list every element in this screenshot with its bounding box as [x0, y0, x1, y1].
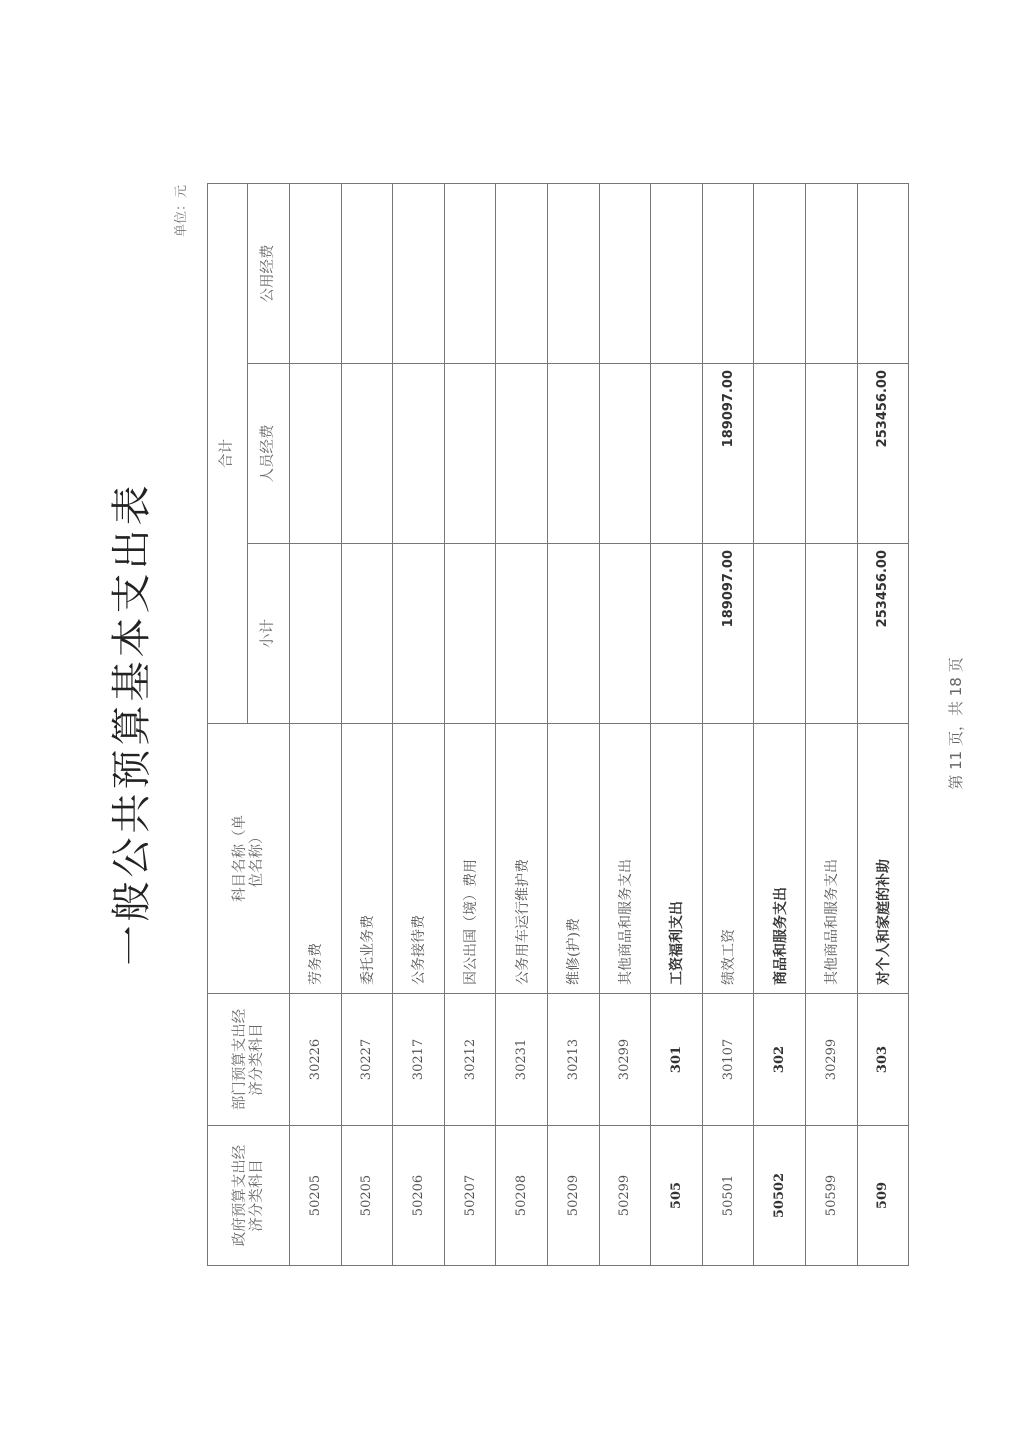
cell-personnel: 253456.00 [857, 364, 909, 544]
cell-subtotal [651, 544, 703, 724]
cell-public [444, 184, 496, 364]
cell-personnel [805, 364, 857, 544]
cell-gov-code: 50502 [754, 1126, 806, 1266]
cell-public [702, 184, 754, 364]
cell-name: 维修(护)费 [547, 724, 599, 994]
cell-subtotal [754, 544, 806, 724]
cell-dept-code: 30226 [290, 994, 342, 1126]
cell-gov-code: 50208 [496, 1126, 548, 1266]
cell-name: 其他商品和服务支出 [599, 724, 651, 994]
table-row [754, 184, 806, 1266]
cell-gov-code: 50501 [702, 1126, 754, 1266]
cell-dept-code: 303 [857, 994, 909, 1126]
cell-personnel [547, 364, 599, 544]
table-row [393, 184, 445, 1266]
header-subtotal: 小计 [248, 544, 290, 724]
cell-dept-code: 30299 [599, 994, 651, 1126]
cell-public [857, 184, 909, 364]
cell-dept-code: 30231 [496, 994, 548, 1126]
cell-gov-code: 50207 [444, 1126, 496, 1266]
cell-gov-code: 505 [651, 1126, 703, 1266]
cell-personnel [290, 364, 342, 544]
cell-dept-code: 30217 [393, 994, 445, 1126]
table-row [444, 184, 496, 1266]
cell-public [547, 184, 599, 364]
table-row [651, 184, 703, 1266]
header-total: 合计 [208, 184, 248, 724]
cell-subtotal: 253456.00 [857, 544, 909, 724]
cell-public [496, 184, 548, 364]
cell-name: 劳务费 [290, 724, 342, 994]
cell-personnel [341, 364, 393, 544]
cell-subtotal [444, 544, 496, 724]
cell-name: 公务用车运行维护费 [496, 724, 548, 994]
cell-gov-code: 50299 [599, 1126, 651, 1266]
cell-gov-code: 50599 [805, 1126, 857, 1266]
cell-dept-code: 30299 [805, 994, 857, 1126]
cell-subtotal [496, 544, 548, 724]
cell-public [651, 184, 703, 364]
cell-public [599, 184, 651, 364]
cell-name: 商品和服务支出 [754, 724, 806, 994]
table-row [857, 184, 909, 1266]
header-dept-code: 部门预算支出经济分类科目 [208, 994, 290, 1126]
cell-subtotal: 189097.00 [702, 544, 754, 724]
cell-name: 委托业务费 [341, 724, 393, 994]
cell-subtotal [599, 544, 651, 724]
table-row [702, 184, 754, 1266]
header-name: 科目名称（单位名称） [208, 724, 290, 994]
table-row [599, 184, 651, 1266]
budget-table [207, 183, 909, 1266]
header-public: 公用经费 [248, 184, 290, 364]
cell-personnel [651, 364, 703, 544]
cell-personnel [754, 364, 806, 544]
table-row [547, 184, 599, 1266]
cell-subtotal [393, 544, 445, 724]
cell-gov-code: 50205 [290, 1126, 342, 1266]
header-personnel: 人员经费 [248, 364, 290, 544]
cell-personnel [496, 364, 548, 544]
table-row [341, 184, 393, 1266]
cell-personnel [444, 364, 496, 544]
cell-dept-code: 302 [754, 994, 806, 1126]
page-footer: 第 11 页，共 18 页 [947, 657, 965, 790]
cell-public [341, 184, 393, 364]
cell-public [805, 184, 857, 364]
cell-gov-code: 509 [857, 1126, 909, 1266]
cell-gov-code: 50209 [547, 1126, 599, 1266]
cell-gov-code: 50206 [393, 1126, 445, 1266]
cell-dept-code: 30107 [702, 994, 754, 1126]
cell-subtotal [341, 544, 393, 724]
cell-subtotal [290, 544, 342, 724]
cell-subtotal [805, 544, 857, 724]
cell-personnel: 189097.00 [702, 364, 754, 544]
cell-name: 对个人和家庭的补助 [857, 724, 909, 994]
table-row [805, 184, 857, 1266]
cell-name: 其他商品和服务支出 [805, 724, 857, 994]
cell-personnel [393, 364, 445, 544]
cell-public [754, 184, 806, 364]
cell-name: 工资福利支出 [651, 724, 703, 994]
cell-name: 绩效工资 [702, 724, 754, 994]
table-row [496, 184, 548, 1266]
cell-gov-code: 50205 [341, 1126, 393, 1266]
page-title: 一般公共预算基本支出表 [109, 481, 155, 966]
cell-public [393, 184, 445, 364]
cell-dept-code: 30212 [444, 994, 496, 1126]
table-row [290, 184, 342, 1266]
cell-personnel [599, 364, 651, 544]
cell-name: 因公出国（境）费用 [444, 724, 496, 994]
cell-name: 公务接待费 [393, 724, 445, 994]
unit-label: 单位：元 [174, 184, 189, 237]
cell-public [290, 184, 342, 364]
cell-dept-code: 301 [651, 994, 703, 1126]
cell-dept-code: 30213 [547, 994, 599, 1126]
cell-dept-code: 30227 [341, 994, 393, 1126]
cell-subtotal [547, 544, 599, 724]
header-gov-code: 政府预算支出经济分类科目 [208, 1126, 290, 1266]
